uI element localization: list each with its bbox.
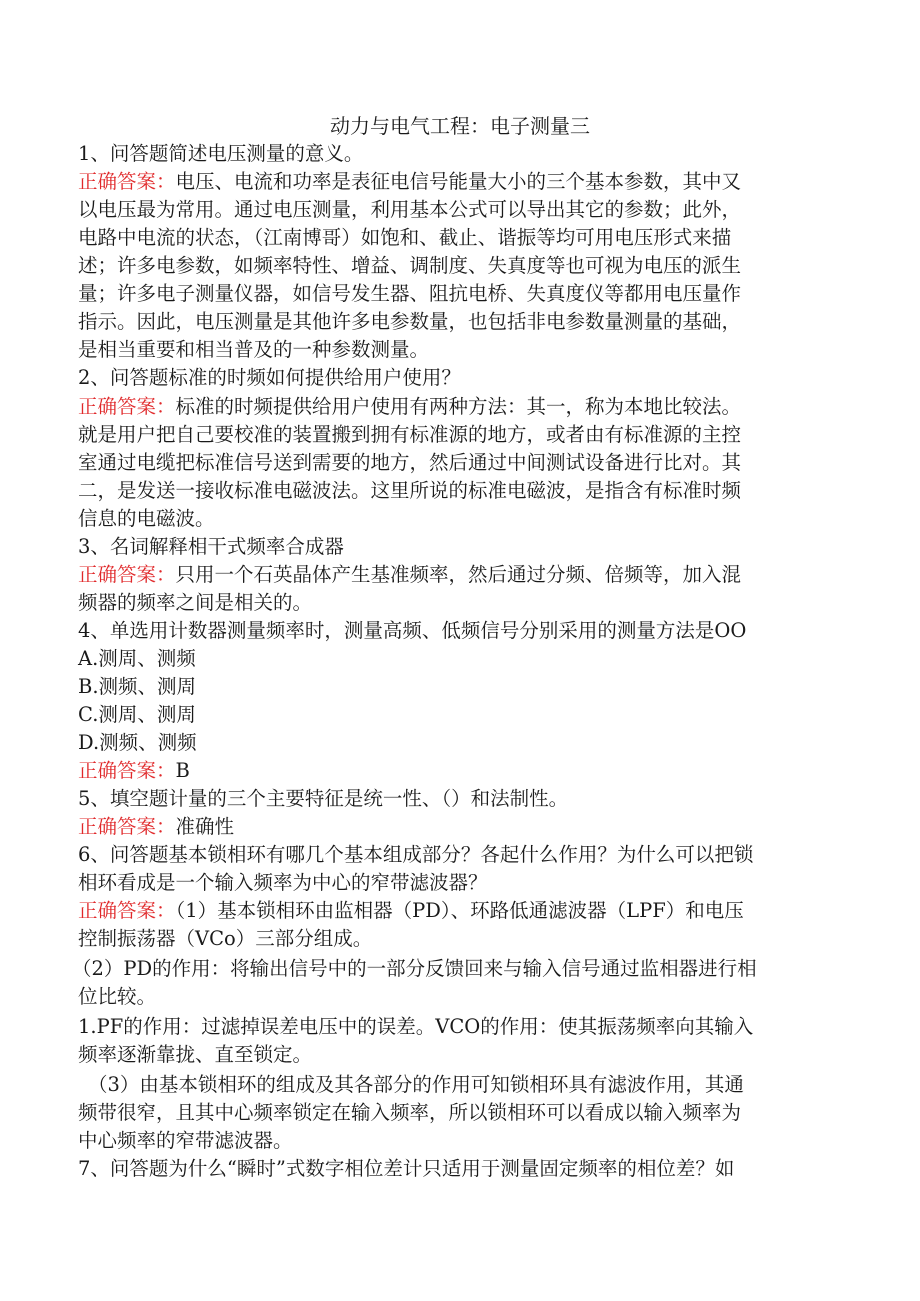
answer-6-extra-2: 位比较。 — [78, 985, 157, 1008]
answer-6-extra-5: （3）由基本锁相环的组成及其各部分的作用可知锁相环具有滤波作用，其通 — [88, 1073, 744, 1096]
question-7: 7、问答题为什么“瞬时”式数字相位差计只适用于测量固定频率的相位差？如 — [78, 1157, 735, 1180]
answer-label: 正确答案： — [78, 899, 176, 922]
answer-label: 正确答案： — [78, 170, 176, 193]
answer-1-line-5: 量；许多电子测量仪器，如信号发生器、阻抗电桥、失真度仪等都用电压量作 — [78, 282, 742, 305]
option-b: B.测频、测周 — [78, 675, 197, 698]
answer-6-line-1 — [78, 897, 858, 925]
answer-text: B — [175, 759, 190, 782]
answer-label: 正确答案： — [78, 563, 176, 586]
answer-1-line-7: 是相当重要和相当普及的一种参数测量。 — [78, 338, 430, 361]
answer-3-line-2: 频器的频率之间是相关的。 — [78, 591, 313, 614]
answer-6-extra-1: （2）PD的作用：将输出信号中的一部分反馈回来与输入信号通过监相器进行相 — [72, 957, 757, 980]
answer-1-line-6: 指示。因此，电压测量是其他许多电参数量，也包括非电参数量测量的基础， — [78, 310, 742, 333]
answer-3-line-1 — [78, 561, 858, 589]
question-5: 5、填空题计量的三个主要特征是统一性、（）和法制性。 — [78, 787, 569, 810]
answer-2-line-4: 二，是发送一接收标准电磁波法。这里所说的标准电磁波，是指含有标准时频 — [78, 479, 742, 502]
answer-text: 准确性 — [175, 815, 235, 838]
question-3: 3、名词解释相干式频率合成器 — [78, 535, 344, 558]
answer-2-line-3: 室通过电缆把标准信号送到需要的地方，然后通过中间测试设备进行比对。其 — [78, 451, 742, 474]
answer-text: （1）基本锁相环由监相器（PD）、环路低通滤波器（LPF）和电压 — [175, 899, 744, 922]
question-1: 1、问答题简述电压测量的意义。 — [78, 142, 364, 165]
answer-text: 只用一个石英晶体产生基准频率，然后通过分频、倍频等，加入混 — [175, 563, 742, 586]
answer-6-extra-4: 频率逐渐靠拢、直至锁定。 — [78, 1043, 313, 1066]
answer-1-line-2: 以电压最为常用。通过电压测量，利用基本公式可以导出其它的参数；此外， — [78, 198, 742, 221]
answer-2-line-1 — [78, 393, 858, 421]
answer-1-line-1 — [78, 168, 858, 196]
answer-2-line-2: 就是用户把自己要校准的装置搬到拥有标准源的地方，或者由有标准源的主控 — [78, 423, 742, 446]
answer-text: 电压、电流和功率是表征电信号能量大小的三个基本参数，其中又 — [175, 170, 742, 193]
question-6-line-2: 相环看成是一个输入频率为中心的窄带滤波器？ — [78, 871, 488, 894]
answer-6-line-2: 控制振荡器（VCo）三部分组成。 — [78, 927, 373, 950]
answer-label: 正确答案： — [78, 395, 176, 418]
page-title: 动力与电气工程：电子测量三 — [330, 114, 590, 138]
answer-label: 正确答案： — [78, 759, 176, 782]
question-6-line-1: 6、问答题基本锁相环有哪几个基本组成部分？各起什么作用？为什么可以把锁 — [78, 843, 754, 866]
answer-5 — [78, 813, 858, 841]
question-2: 2、问答题标准的时频如何提供给用户使用？ — [78, 366, 461, 389]
answer-1-line-3: 电路中电流的状态，（江南博哥）如饱和、截止、谐振等均可用电压形式来描 — [78, 226, 732, 249]
answer-text: 标准的时频提供给用户使用有两种方法：其一，称为本地比较法。 — [175, 395, 742, 418]
answer-4 — [78, 757, 858, 785]
option-d: D.测频、测频 — [78, 731, 197, 754]
answer-6-extra-7: 中心频率的窄带滤波器。 — [78, 1129, 293, 1152]
option-a: A.测周、测频 — [78, 647, 196, 670]
answer-1-line-4: 述；许多电参数，如频率特性、增益、调制度、失真度等也可视为电压的派生 — [78, 254, 742, 277]
answer-2-line-5: 信息的电磁波。 — [78, 507, 215, 530]
answer-label: 正确答案： — [78, 815, 176, 838]
answer-6-extra-3: 1.PF的作用：过滤掉误差电压中的误差。VCO的作用：使其振荡频率向其输入 — [78, 1015, 754, 1038]
question-4: 4、单选用计数器测量频率时，测量高频、低频信号分别采用的测量方法是OO — [78, 619, 747, 642]
option-c: C.测周、测周 — [78, 703, 196, 726]
answer-6-extra-6: 频带很窄，且其中心频率锁定在输入频率，所以锁相环可以看成以输入频率为 — [78, 1101, 742, 1124]
